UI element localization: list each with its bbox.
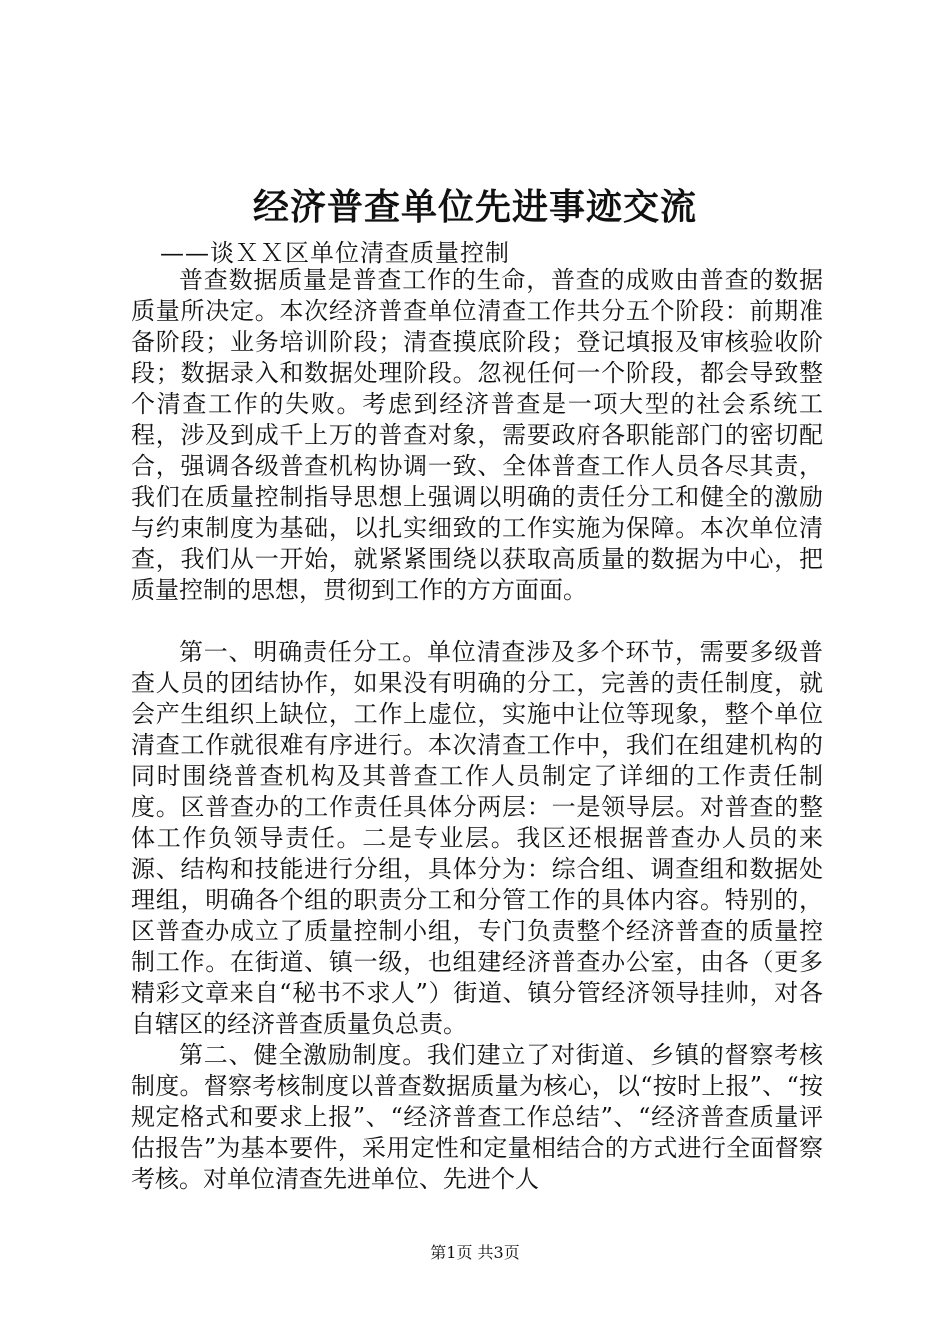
paragraph-responsibility: 第一、明确责任分工。单位清查涉及多个环节，需要多级普查人员的团结协作，如果没有明确的分工，完善的责任制度，就会产生组织上缺位，工作上虚位，实施中让位等现象，整个单位清查工作就很难有序进行。本次清查工作中，我们在组建机构的同时围绕普查机构及其普查工作人员制定了详细的工作责任制度。区普查办的工作责任具体分两层：一是领导层。对普查的整体工作负领导责任。二是专业层。我区还根据普查办人员的来源、结构和技能进行分组，具体分为：综合组、调查组和数据处理组，明确各个组的职责分工和分管工作的具体内容。特别的，区普查办成立了质量控制小组，专门负责整个经济普查的质量控制工作。在街道、镇一级，也组建经济普查办公室，由各（更多精彩文章来自“秘书不求人”）街道、镇分管经济领导挂帅，对各自辖区的经济普查质量负总责。 — [131, 638, 823, 1038]
page-footer: 第1页 共3页 — [430, 1243, 520, 1262]
paragraph-intro: 普查数据质量是普查工作的生命，普查的成败由普查的数据质量所决定。本次经济普查单位清查工作共分五个阶段：前期准备阶段；业务培训阶段；清查摸底阶段；登记填报及审核验收阶段；数据录入和数据处理阶段。忽视任何一个阶段，都会导致整个清查工作的失败。考虑到经济普查是一项大型的社会系统工程，涉及到成千上万的普查对象，需要政府各职能部门的密切配合，强调各级普查机构协调一致、全体普查工作人员各尽其责，我们在质量控制指导思想上强调以明确的责任分工和健全的激励与约束制度为基础，以扎实细致的工作实施为保障。本次单位清查，我们从一开始，就紧紧围绕以获取高质量的数据为中心，把质量控制的思想，贯彻到工作的方方面面。 — [131, 266, 823, 604]
document-subtitle: ——谈ＸＸ区单位清查质量控制 — [160, 239, 510, 267]
paragraph-gap — [131, 606, 823, 637]
paragraph-incentive: 第二、健全激励制度。我们建立了对街道、乡镇的督察考核制度。督察考核制度以普查数据质量为核心，以“按时上报”、“按规定格式和要求上报”、“经济普查工作总结”、“经济普查质量评估报告”为基本要件，采用定性和定量相结合的方式进行全面督察考核。对单位清查先进单位、先进个人 — [131, 1041, 823, 1193]
document-body — [131, 265, 823, 1195]
document-title: 经济普查单位先进事迹交流 — [252, 186, 697, 228]
